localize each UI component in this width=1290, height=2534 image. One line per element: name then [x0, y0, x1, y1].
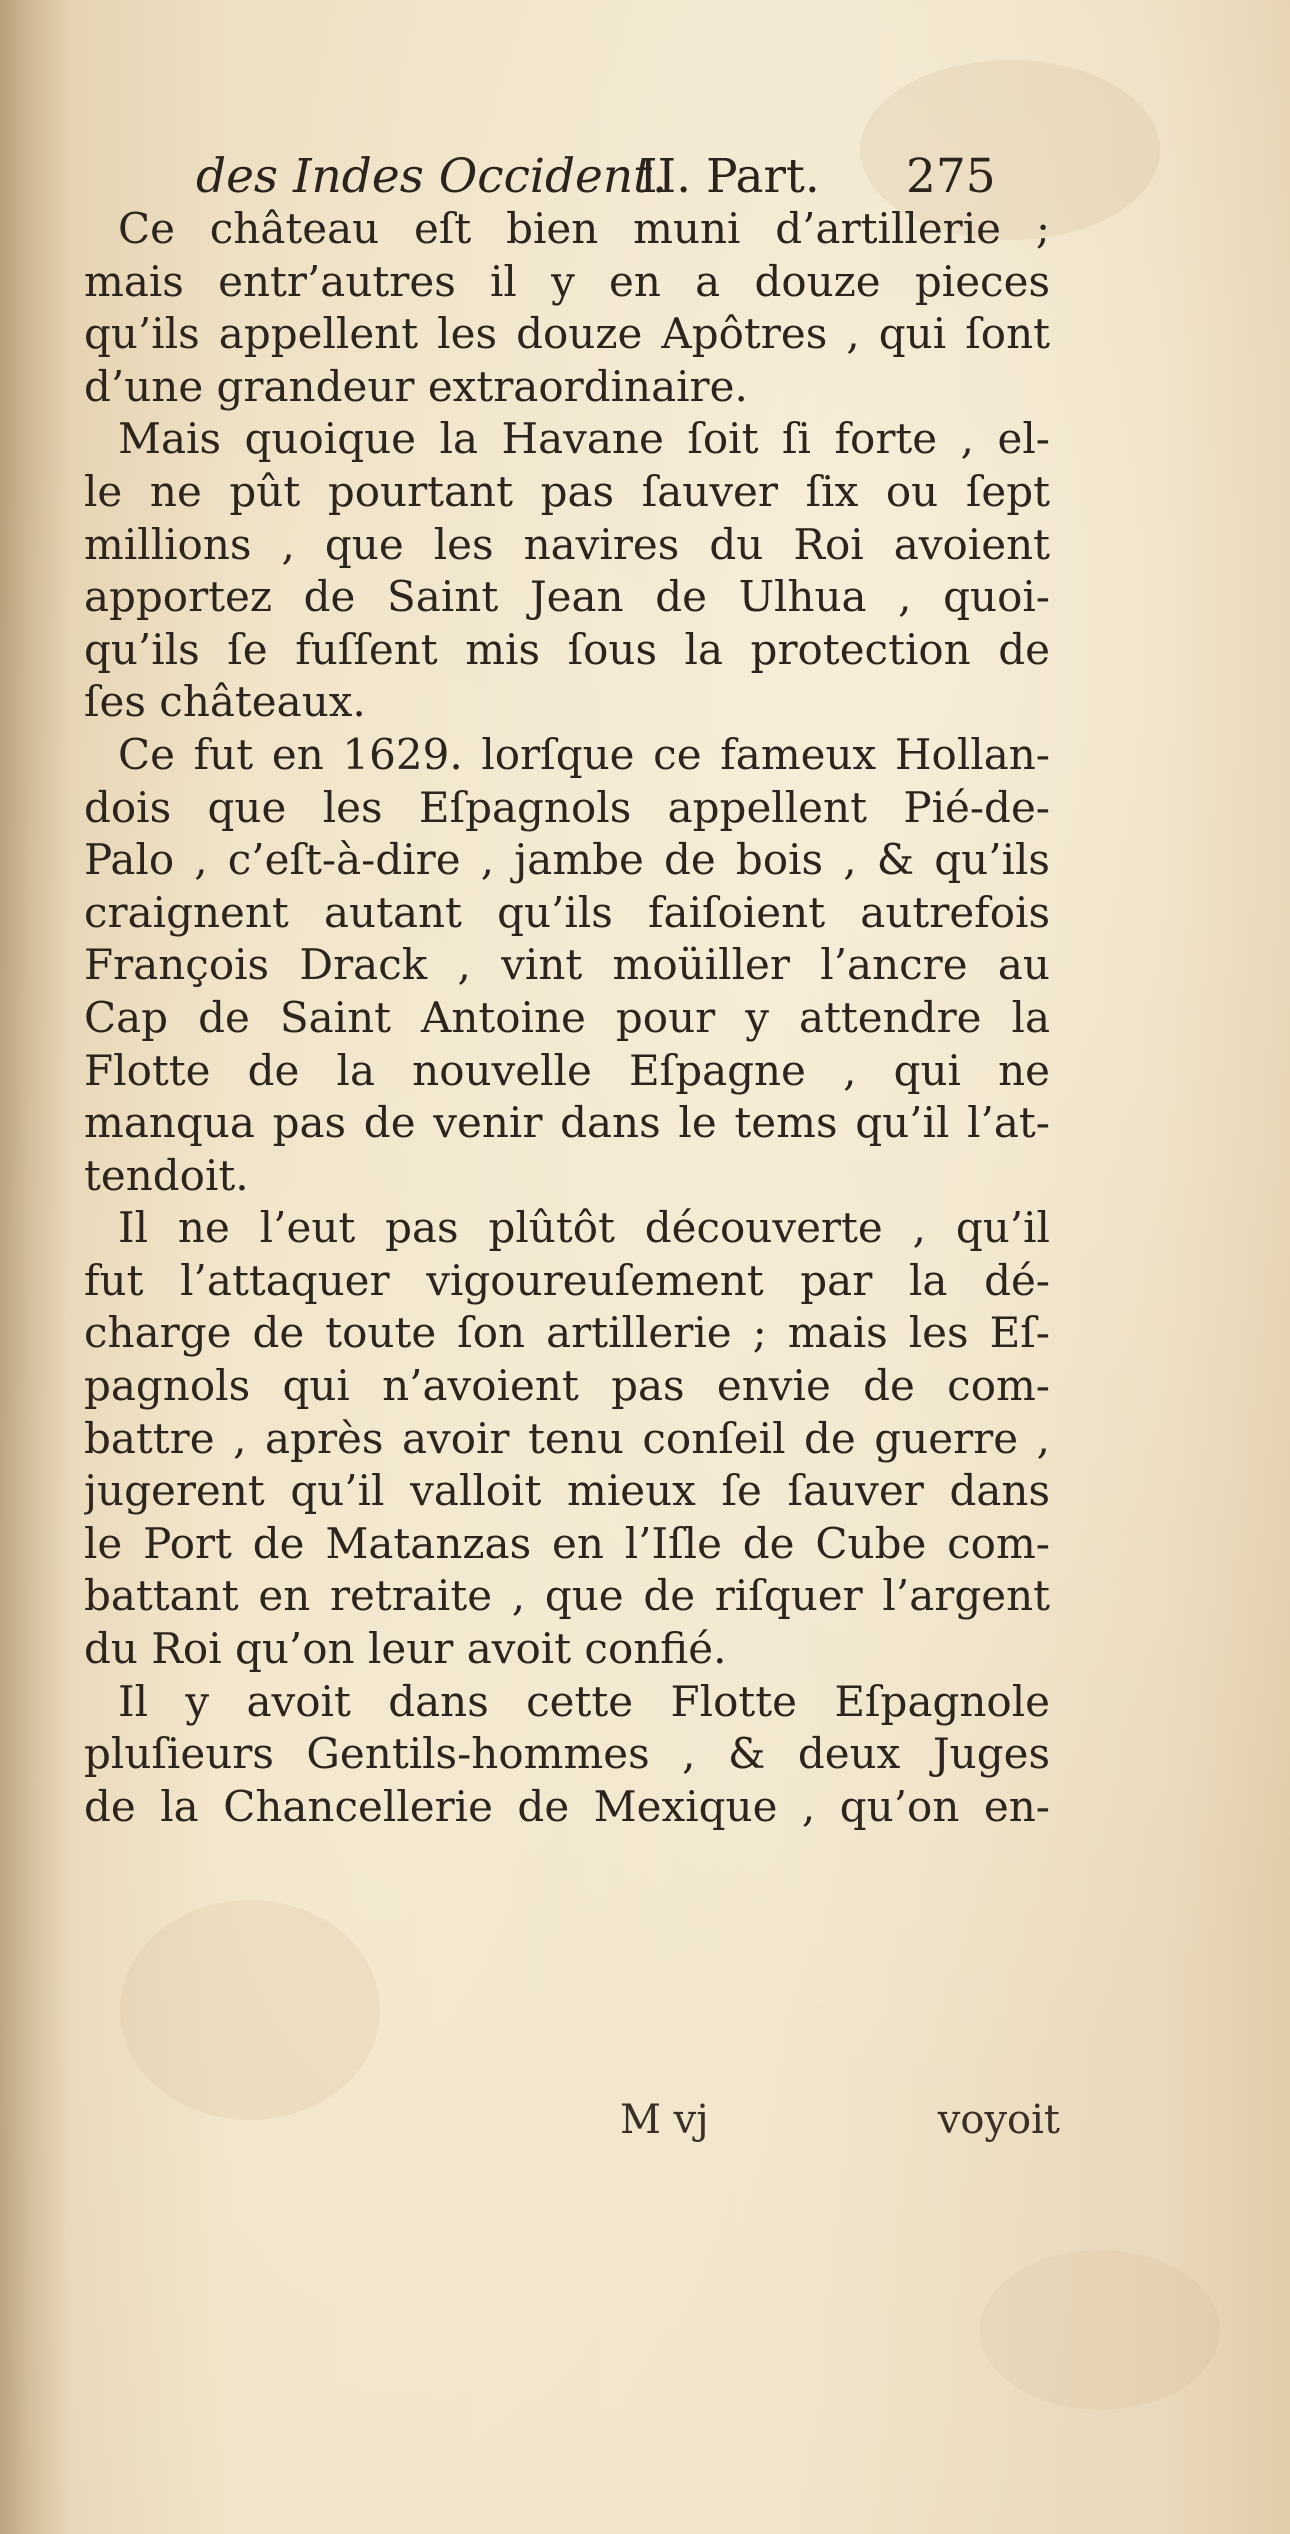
text-line: ſes châteaux. — [84, 677, 366, 727]
text-line: jugerent qu’il valloit mieux ſe ſauver dans — [84, 1466, 1050, 1516]
text-line: d’une grandeur extraordinaire. — [84, 361, 748, 411]
text-line: apportez de Saint Jean de Ulhua , quoi- — [84, 572, 1050, 622]
text-line: tendoit. — [84, 1150, 249, 1200]
running-head-part: II. Part. — [639, 149, 820, 204]
text-line: charge de toute ſon artillerie ; mais les Eſ- — [84, 1308, 1050, 1358]
page-gutter-shadow — [0, 0, 70, 2534]
text-line: Flotte de la nouvelle Eſpagne , qui ne — [84, 1045, 1050, 1095]
text-line: qu’ils ſe fuſſent mis ſous la protection de — [84, 624, 1050, 674]
text-line: craignent autant qu’ils faiſoient autrefois — [84, 887, 1050, 937]
running-head — [196, 142, 996, 212]
text-line: Cap de Saint Antoine pour y attendre la — [84, 992, 1050, 1042]
running-head-title: des Indes Occident. — [196, 149, 667, 204]
text-line: du Roi qu’on leur avoit confié. — [84, 1624, 727, 1674]
catchword: voyoit — [937, 2097, 1060, 2143]
text-line: François Drack , vint moüiller l’ancre au — [84, 940, 1050, 990]
text-line: dois que les Eſpagnols appellent Pié-de- — [84, 782, 1050, 832]
text-line: Mais quoique la Havane ſoit ſi forte , el- — [118, 414, 1050, 464]
text-line: Ce château eſt bien muni d’artillerie ; — [118, 204, 1050, 253]
text-line: fut l’attaquer vigoureuſement par la dé- — [84, 1255, 1050, 1305]
text-line: battant en retraite , que de riſquer l’argent — [84, 1571, 1050, 1621]
page-footer — [620, 2090, 1060, 2150]
text-line: Il y avoit dans cette Flotte Eſpagnole — [118, 1676, 1050, 1726]
text-line: le ne pût pourtant pas ſauver ſix ou ſept — [84, 466, 1050, 516]
paper-stain — [120, 1900, 380, 2120]
text-line: Palo , c’eſt-à-dire , jambe de bois , & qu’ils — [84, 835, 1050, 885]
text-line: de la Chancellerie de Mexique , qu’on en- — [84, 1781, 1050, 1831]
text-line: qu’ils appellent les douze Apôtres , qui ſont — [84, 309, 1050, 359]
text-line: manqua pas de venir dans le tems qu’il l’at- — [84, 1098, 1050, 1148]
page-number: 275 — [906, 149, 996, 204]
signature-mark: M vj — [620, 2097, 709, 2143]
text-line: millions , que les navires du Roi avoient — [84, 519, 1050, 569]
text-line: Ce fut en 1629. lorſque ce fameux Hollan- — [118, 729, 1050, 779]
text-line: Il ne l’eut pas plûtôt découverte , qu’il — [118, 1203, 1050, 1253]
text-line: mais entr’autres il y en a douze pieces — [84, 256, 1050, 306]
paper-stain — [980, 2250, 1220, 2410]
text-line: battre , après avoir tenu conſeil de guerre , — [84, 1413, 1050, 1463]
text-line: le Port de Matanzas en l’Iſle de Cube com- — [84, 1518, 1050, 1568]
text-line: pluſieurs Gentils-hommes , & deux Juges — [84, 1729, 1050, 1779]
text-line: pagnols qui n’avoient pas envie de com- — [84, 1361, 1050, 1411]
body-text — [84, 203, 1050, 1833]
